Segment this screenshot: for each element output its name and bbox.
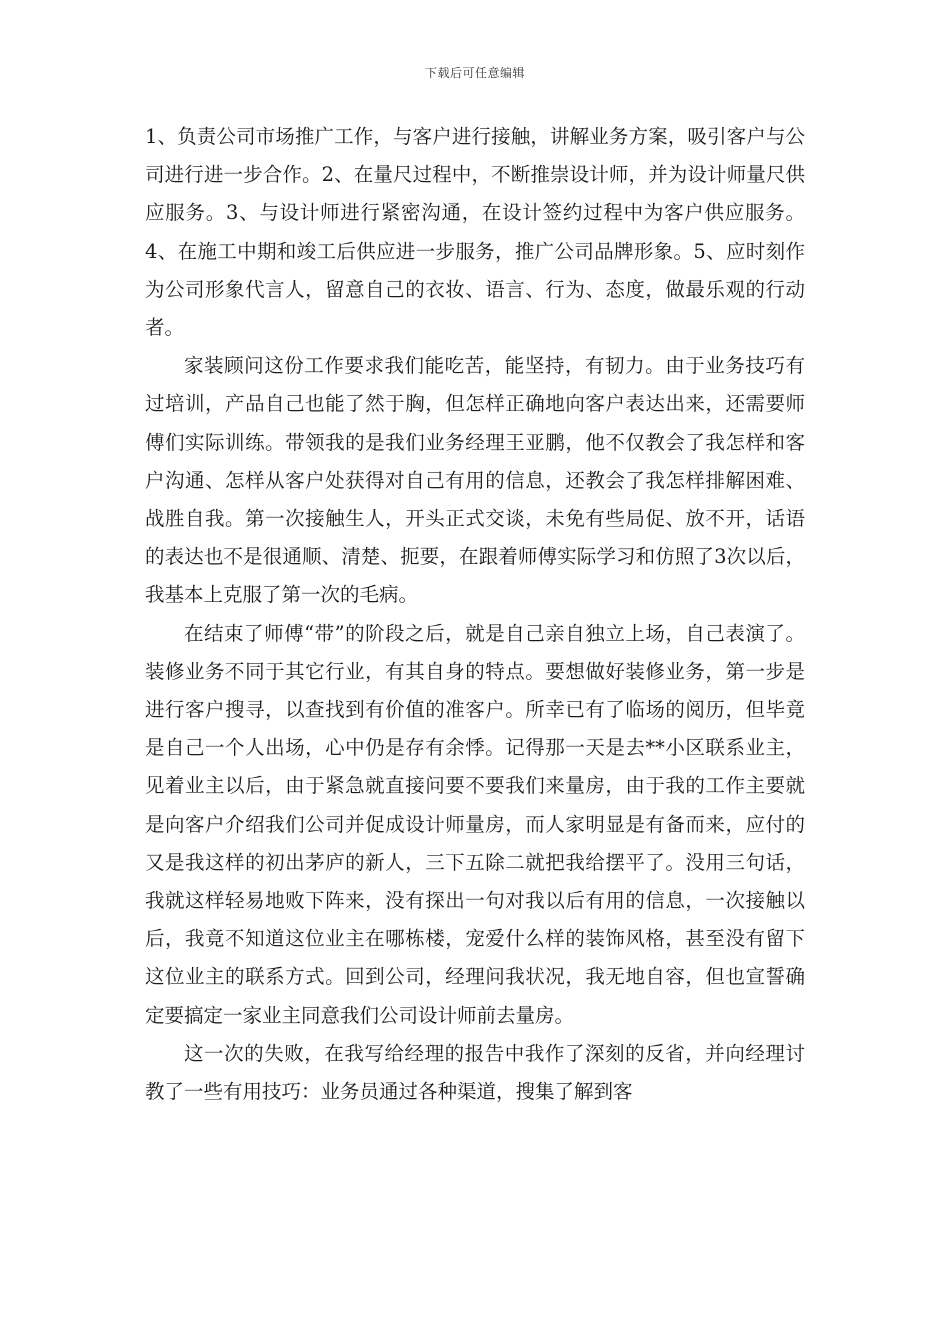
paragraph-reflection: 这一次的失败，在我写给经理的报告中我作了深刻的反省，并向经理讨教了一些有用技巧：业务员通过各种渠道，搜集了解到客 (145, 1041, 805, 1104)
page-header-note: 下载后可任意编辑 (424, 66, 525, 80)
paragraph-training: 家装顾问这份工作要求我们能吃苦，能坚持，有韧力。由于业务技巧有过培训，产品自己也能了然于胸，但怎样正确地向客户表达出来，还需要师傅们实际训练。带领我的是我们业务经理王亚鹏，他不仅教会了我怎样和客户沟通、怎样从客户处获得对自己有用的信息，还教会了我怎样排解困难、战胜自我。第一次接触生人，开头正式交谈，未免有些局促、放不开，话语的表达也不是很通顺、清楚、扼要，在跟着师傅实际学习和仿照了3次以后，我基本上克服了第一次的毛病。 (145, 354, 805, 607)
document-body (145, 118, 805, 1111)
paragraph-responsibilities: 1、负责公司市场推广工作，与客户进行接触，讲解业务方案，吸引客户与公司进行进一步合作。2、在量尺过程中，不断推崇设计师，并为设计师量尺供应服务。3、与设计师进行紧密沟通，在设计签约过程中为客户供应服务。4、在施工中期和竣工后供应进一步服务，推广公司品牌形象。5、应时刻作为公司形象代言人，留意自己的衣妆、语言、行为、态度，做最乐观的行动者。 (145, 125, 805, 340)
paragraph-first-solo: 在结束了师傅“带”的阶段之后，就是自己亲自独立上场，自己表演了。装修业务不同于其它行业，有其自身的特点。要想做好装修业务，第一步是进行客户搜寻，以查找到有价值的准客户。所幸已有了临场的阅历，但毕竟是自己一个人出场，心中仍是存有余悸。记得那一天是去**小区联系业主，见着业主以后，由于紧急就直接问要不要我们来量房，由于我的工作主要就是向客户介绍我们公司并促成设计师量房，而人家明显是有备而来，应付的又是我这样的初出茅庐的新人，三下五除二就把我给摆平了。没用三句话，我就这样轻易地败下阵来，没有探出一句对我以后有用的信息，一次接触以后，我竟不知道这位业主在哪栋楼，宠爱什么样的装饰风格，甚至没有留下这位业主的联系方式。回到公司，经理问我状况，我无地自容，但也宣誓确定要搞定一家业主同意我们公司设计师前去量房。 (145, 621, 805, 1027)
